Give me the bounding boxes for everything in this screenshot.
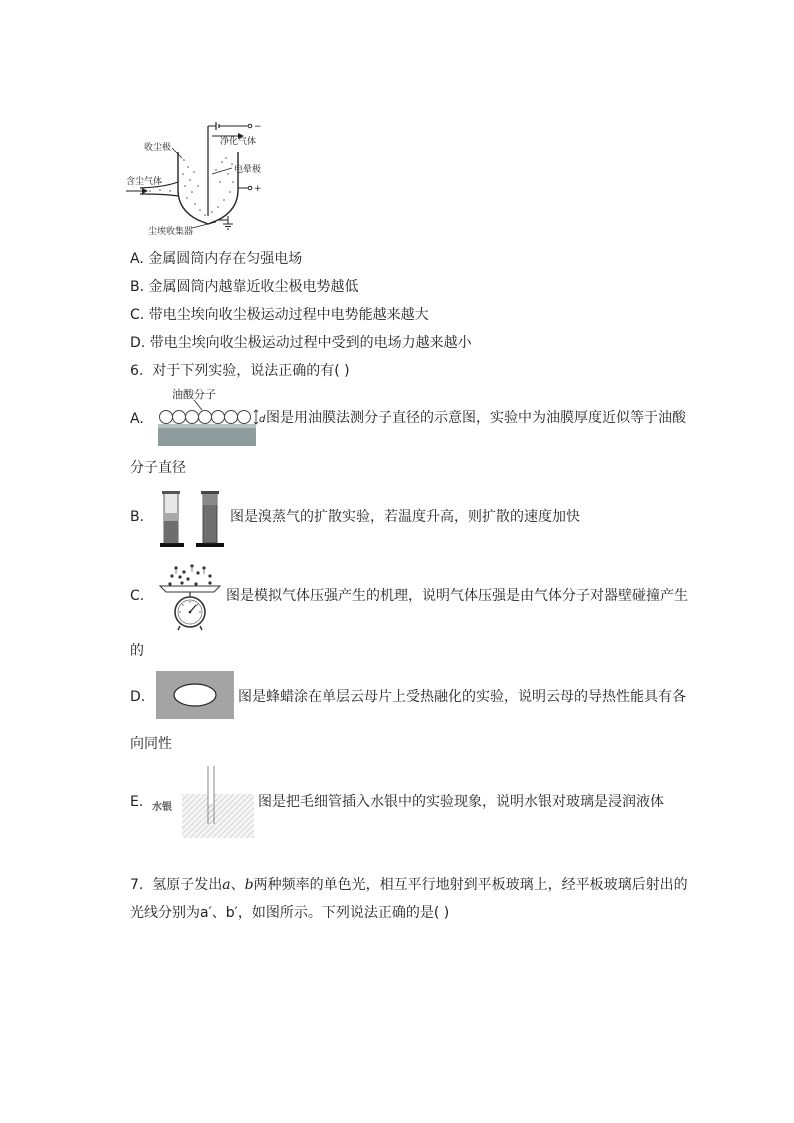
- q5-option-b: [130, 277, 359, 297]
- mercury-label: 水银: [152, 802, 172, 813]
- q6-option-c-label: C.: [130, 588, 145, 604]
- q5-option-c: [130, 305, 429, 325]
- q6-stem: [130, 361, 350, 381]
- label-collector: 收尘极: [144, 143, 172, 153]
- separator: 、: [230, 877, 245, 893]
- label-dusty-gas: 含尘气体: [126, 177, 163, 187]
- label-minus: −: [254, 122, 262, 132]
- label-corona: 电晕极: [234, 165, 262, 175]
- bromine-diffusion-figure: [156, 487, 230, 549]
- q6-option-d-text: 图是蜂蜡涂在单层云母片上受热融化的实验，说明云母的导热性能具有各: [238, 689, 686, 705]
- q6-option-c-text: 图是模拟气体压强产生的机理，说明气体压强是由气体分子对器壁碰撞产生: [226, 588, 688, 604]
- stem-text: 两种频率的单色光，相互平行地射到平板玻璃上，经平板玻璃后射出的: [253, 877, 688, 893]
- option-label: D.: [130, 335, 146, 351]
- label-plus: +: [254, 184, 262, 194]
- question-number: 6.: [130, 363, 144, 379]
- oil-film-figure: [156, 386, 268, 448]
- option-label: B.: [130, 279, 145, 295]
- q6-option-c-cont: 的: [130, 643, 144, 659]
- q6-option-a-text: 图是用油膜法测分子直径的示意图，实验中为油膜厚度近似等于油酸: [266, 410, 686, 426]
- option-label: C.: [130, 307, 145, 323]
- q7-stem-line2: 光线分别为a′、b′，如图所示。下列说法正确的是( ): [130, 905, 450, 921]
- option-text: 金属圆筒内越靠近收尘极电势越低: [148, 279, 359, 295]
- q6-option-e-label: E.: [130, 794, 144, 810]
- gas-pressure-model-figure: [154, 562, 226, 632]
- capillary-mercury-figure: [150, 764, 260, 840]
- mica-wax-figure: [156, 671, 236, 721]
- option-label: A.: [130, 251, 144, 267]
- q7-stem-line1: [130, 875, 688, 895]
- question-number: 7.: [130, 877, 144, 893]
- option-text: 金属圆筒内存在匀强电场: [148, 251, 303, 267]
- q6-option-b-label: B.: [130, 509, 145, 525]
- option-text: 带电尘埃向收尘极运动过程中受到的电场力越来越小: [149, 335, 472, 351]
- light-b: b: [244, 877, 254, 893]
- q6-option-a-cont: 分子直径: [130, 460, 186, 476]
- q5-option-d: [130, 333, 472, 353]
- q6-option-a-label: A.: [130, 411, 144, 427]
- precipitator-figure: [120, 112, 280, 242]
- q6-option-d-label: D.: [130, 689, 146, 705]
- thickness-d-label: d: [259, 414, 266, 425]
- q6-option-d-cont: 向同性: [130, 736, 172, 752]
- label-dust-collector: 尘埃收集器: [148, 227, 194, 237]
- stem-text: 氢原子发出: [152, 877, 223, 893]
- q5-option-a: [130, 249, 302, 269]
- oil-molecule-label: 油酸分子: [172, 388, 216, 401]
- light-a: a: [222, 877, 231, 893]
- label-clean-gas: 净化气体: [220, 137, 257, 147]
- q6-option-b-text: 图是溴蒸气的扩散实验，若温度升高，则扩散的速度加快: [230, 509, 580, 525]
- question-text: 对于下列实验，说法正确的有( ): [152, 363, 350, 379]
- q6-option-e-text: 图是把毛细管插入水银中的实验现象，说明水银对玻璃是浸润液体: [258, 794, 664, 810]
- option-text: 带电尘埃向收尘极运动过程中电势能越来越大: [148, 307, 429, 323]
